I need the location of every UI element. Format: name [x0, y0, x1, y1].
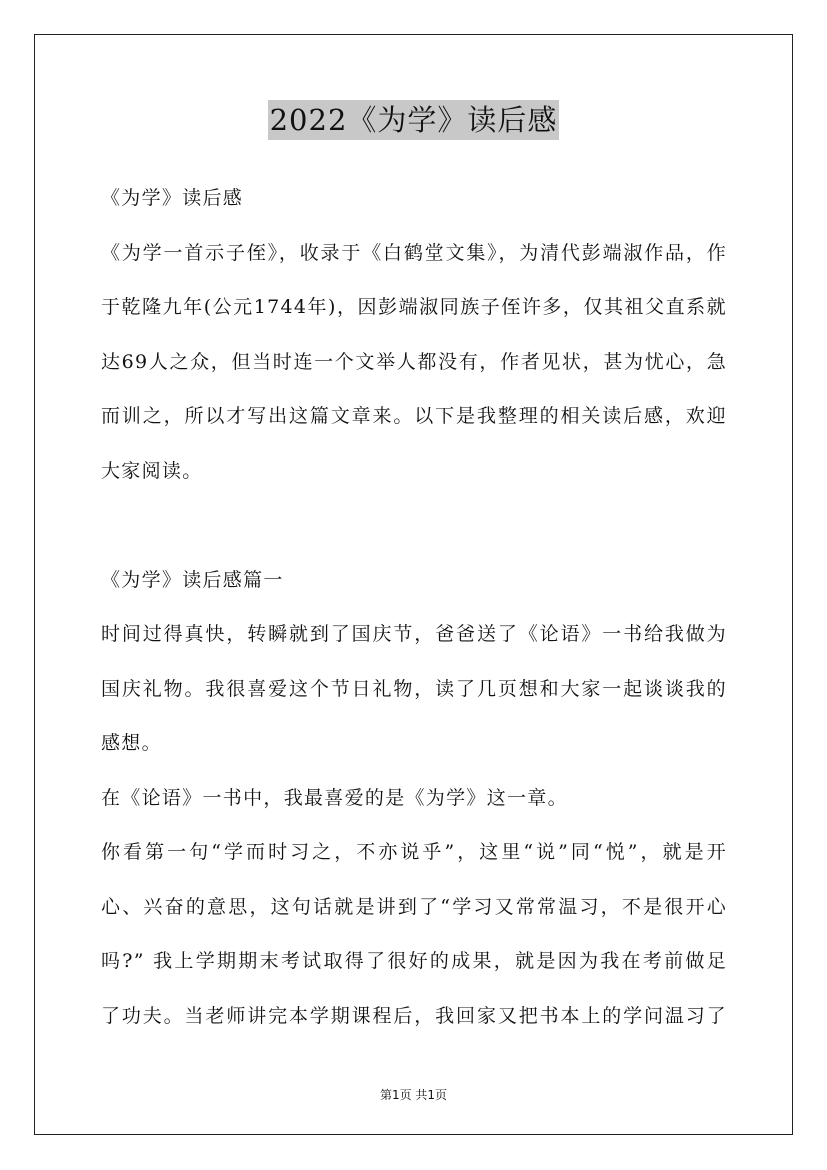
- text-line: 而训之，所以才写出这篇文章来。以下是我整理的相关读后感，欢迎: [101, 405, 727, 427]
- section-heading: 《为学》读后感篇一: [101, 568, 284, 591]
- text-line: 感想。: [101, 732, 162, 754]
- text-line-subtitle: 《为学》读后感: [101, 187, 244, 209]
- text-line: 在《论语》一书中，我最喜爱的是《为学》这一章。: [101, 786, 568, 809]
- page-footer: 第1页 共1页: [379, 1088, 448, 1102]
- document-title: 2022《为学》读后感: [268, 100, 560, 140]
- text-line: 时间过得真快，转瞬就到了国庆节，爸爸送了《论语》一书给我做为: [101, 623, 727, 645]
- title-container: [0, 100, 827, 140]
- text-line: 了功夫。当老师讲完本学期课程后，我回家又把书本上的学问温习了: [101, 1004, 727, 1027]
- blank-line: [101, 498, 727, 553]
- document-body: [101, 171, 727, 1043]
- text-line: 你看第一句“学而时习之，不亦说乎”，这里“说”同“悦”，就是开: [101, 841, 727, 863]
- text-line: 达69人之众，但当时连一个文举人都没有，作者见状，甚为忧心，急: [101, 350, 727, 373]
- text-line: 国庆礼物。我很喜爱这个节日礼物，读了几页想和大家一起谈谈我的: [101, 677, 727, 700]
- text-line: 心、兴奋的意思，这句话就是讲到了“学习又常常温习，不是很开心: [101, 895, 727, 918]
- text-line: 于乾隆九年(公元1744年)，因彭端淑同族子侄许多，仅其祖父直系就: [101, 296, 727, 318]
- text-line: 《为学一首示子侄》，收录于《白鹤堂文集》，为清代彭端淑作品，作: [101, 241, 727, 264]
- text-line: 吗?” 我上学期期末考试取得了很好的成果，就是因为我在考前做足: [101, 950, 727, 972]
- text-line: 大家阅读。: [101, 459, 203, 482]
